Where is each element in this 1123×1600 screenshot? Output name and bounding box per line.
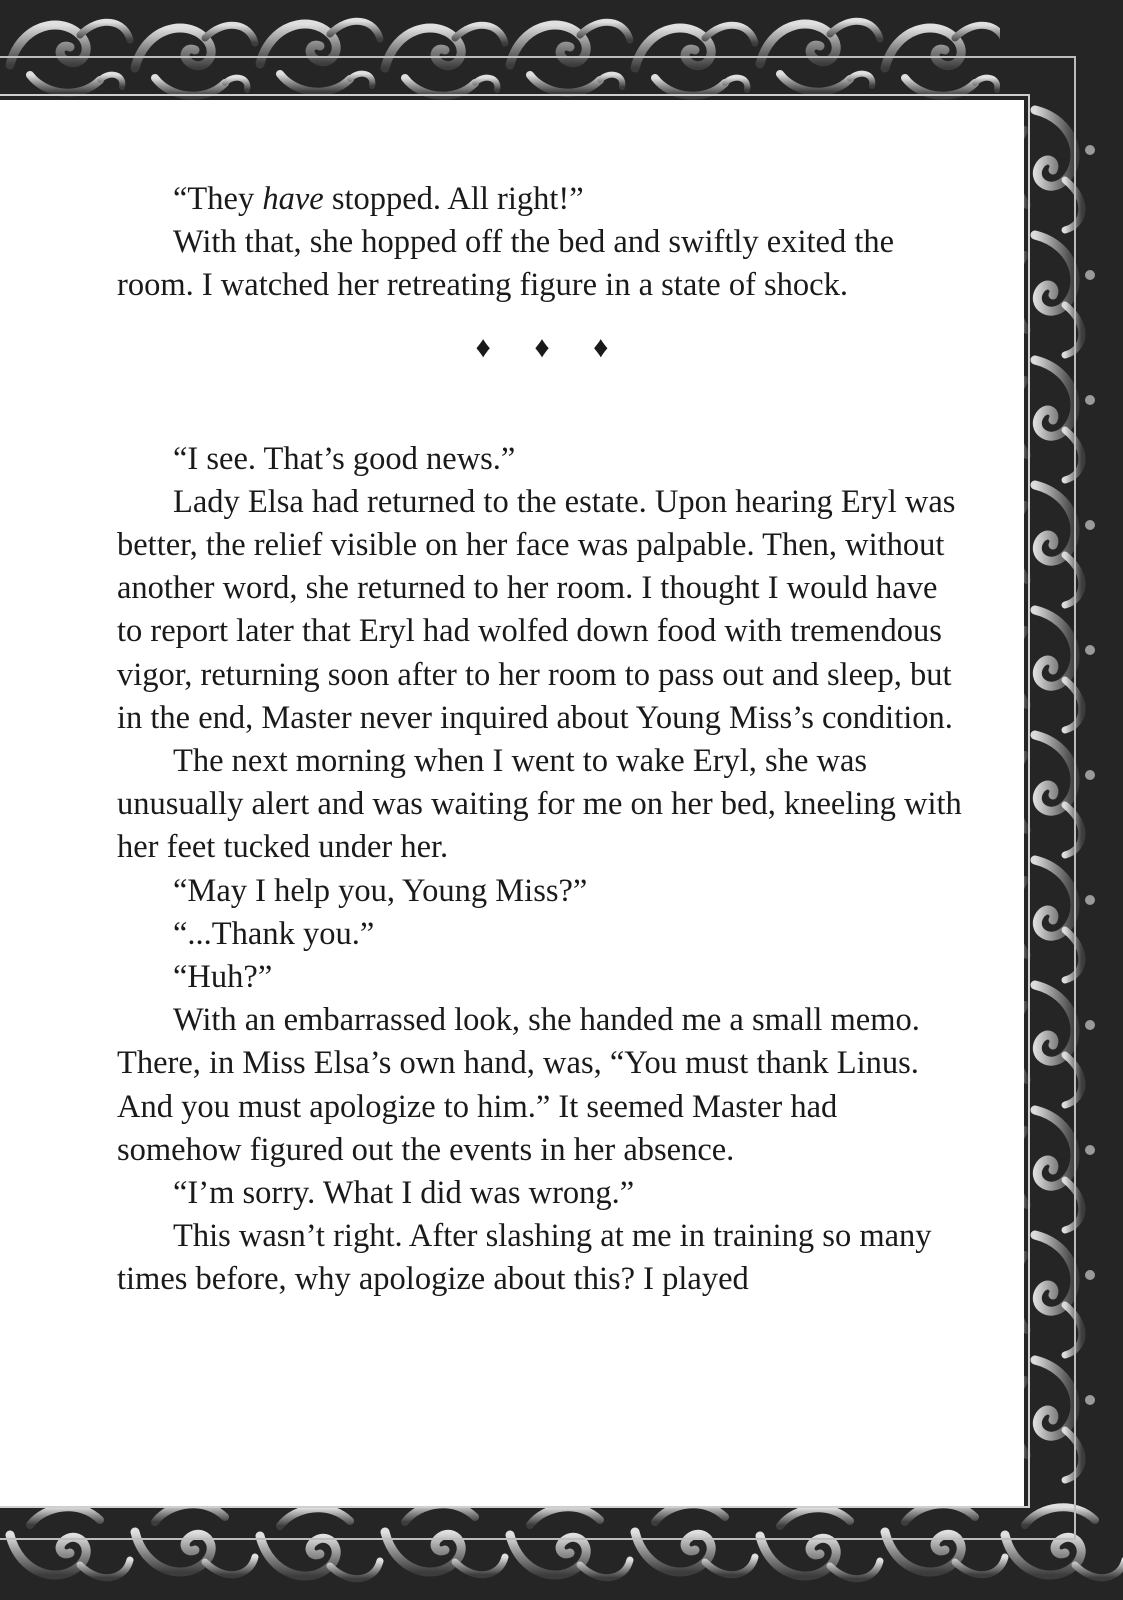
body-text	[117, 178, 967, 1302]
paragraph: “They have stopped. All right!”	[173, 181, 584, 217]
paragraph: “I’m sorry. What I did was wrong.”	[173, 1175, 635, 1212]
paragraph: Lady Elsa had returned to the estate. Upon hearing Eryl was better, the relief visible on her face was palpable. Then, without another word, she returned to her room. I thought I would have to report later that Eryl had wolfed down food with tremendous vigor, returning soon after to her room to pass out and sleep, but in the end, Master never inquired about Young Miss’s condition.	[117, 483, 956, 736]
paragraph: The next morning when I went to wake Eryl, she was unusually alert and was waiting for me on her bed, kneeling with her feet tucked under her.	[117, 743, 962, 866]
paragraph: With an embarrassed look, she handed me a small memo. There, in Miss Elsa’s own hand, was, “You must thank Linus. And you must apologize to him.” It seemed Master had somehow figured out the events in her absence.	[117, 1002, 920, 1168]
paragraph: This wasn’t right. After slashing at me in training so many times before, why apologize about this? I played	[117, 1218, 932, 1298]
paragraph: “I see. That’s good news.”	[173, 440, 516, 477]
paragraph: With that, she hopped off the bed and swiftly exited the room. I watched her retreating figure in a state of shock.	[117, 224, 895, 304]
paragraph: “...Thank you.”	[173, 915, 375, 952]
top-ornament-border	[0, 0, 1123, 110]
paragraph: “Huh?”	[173, 959, 273, 996]
paragraph: “May I help you, Young Miss?”	[173, 872, 588, 909]
emphasis: have	[262, 181, 324, 217]
scene-break-diamonds: ♦ ♦ ♦	[475, 330, 627, 364]
